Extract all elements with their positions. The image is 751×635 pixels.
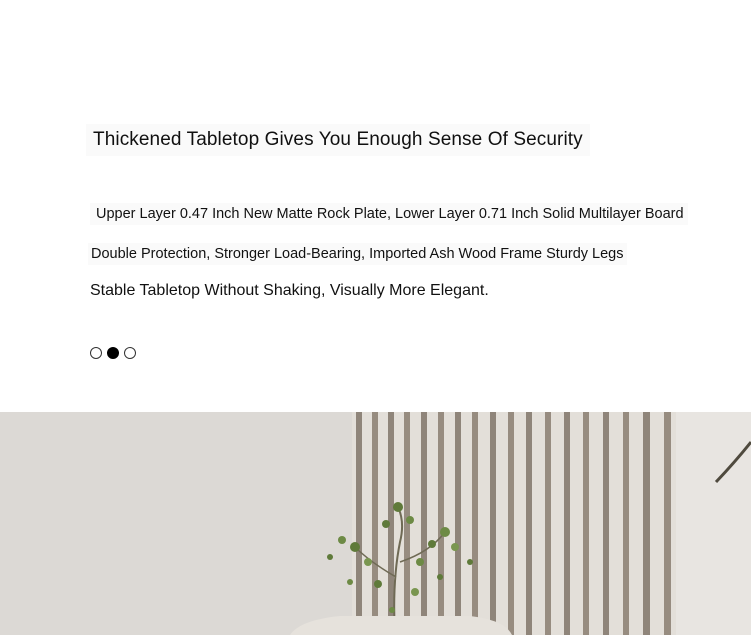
feature-line-3: Stable Tabletop Without Shaking, Visually More Elegant. xyxy=(88,280,491,302)
room-scene-illustration xyxy=(0,412,751,635)
carousel-dot-1[interactable] xyxy=(90,347,102,359)
table-top xyxy=(290,616,512,635)
feature-line-1: Upper Layer 0.47 Inch New Matte Rock Plate, Lower Layer 0.71 Inch Solid Multilayer Board xyxy=(90,203,688,225)
carousel-pagination xyxy=(90,347,136,359)
carousel-dot-3[interactable] xyxy=(124,347,136,359)
product-photo xyxy=(0,412,751,635)
carousel-dot-2[interactable] xyxy=(107,347,119,359)
feature-line-2: Double Protection, Stronger Load-Bearing, Imported Ash Wood Frame Sturdy Legs xyxy=(88,243,627,265)
feature-heading: Thickened Tabletop Gives You Enough Sense Of Security xyxy=(86,124,590,156)
